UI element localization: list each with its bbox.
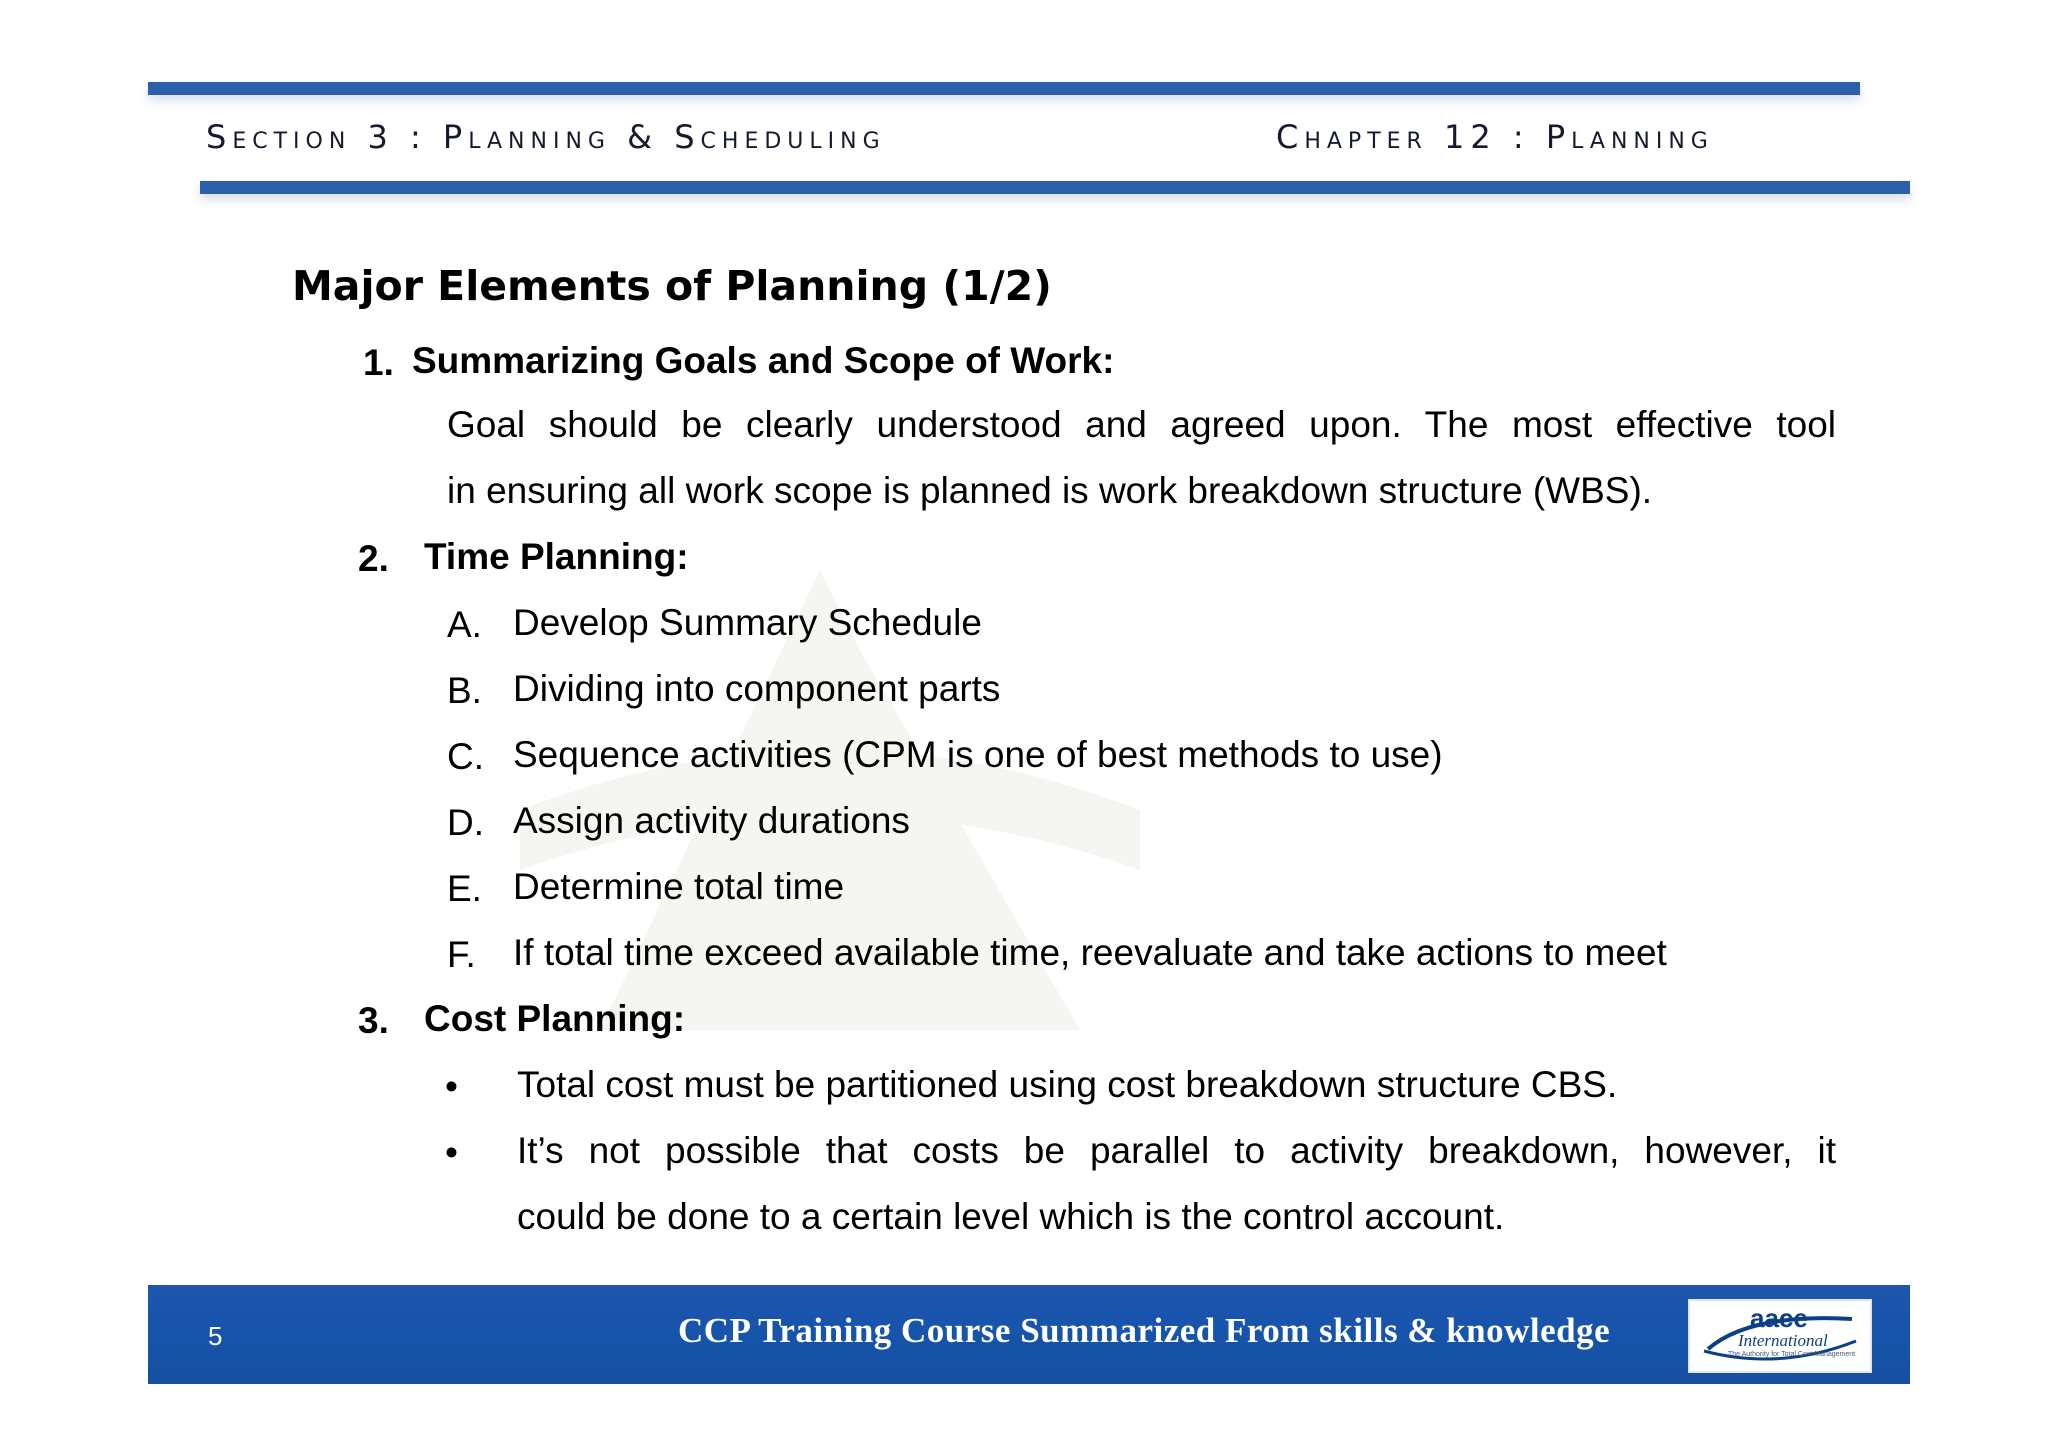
subitem-marker: F.: [447, 934, 476, 975]
subitem-text: Develop Summary Schedule: [513, 602, 982, 643]
footer-bar: [148, 1285, 1910, 1384]
subitem-marker: D.: [447, 802, 484, 843]
watermark-emblem-icon: [520, 510, 1140, 1070]
section-header: Section 3 : Planning & Scheduling: [206, 118, 886, 156]
slide-title: Major Elements of Planning (1/2): [292, 262, 1052, 310]
bullet-text: could be done to a certain level which is the control account.: [517, 1196, 1505, 1237]
subitem-text: Determine total time: [513, 866, 845, 907]
subitem-text: Sequence activities (CPM is one of best methods to use): [513, 734, 1443, 775]
item-3-heading: Cost Planning:: [424, 998, 686, 1039]
item-3-number: 3.: [358, 1000, 389, 1041]
logo-tagline: The Authority for Total Cost Management: [1728, 1351, 1856, 1358]
subitem-text: Dividing into component parts: [513, 668, 1001, 709]
subitem-marker: A.: [447, 604, 482, 645]
item-1-body-line-1: Goal should be clearly understood and agreed upon. The most effective tool: [447, 404, 1836, 445]
page-number: 5: [208, 1321, 223, 1351]
item-2-heading: Time Planning:: [424, 536, 689, 577]
footer-text: CCP Training Course Summarized From skills & knowledge: [678, 1311, 1611, 1350]
bullet-marker: •: [445, 1066, 458, 1107]
chapter-header: Chapter 12 : Planning: [1276, 118, 1714, 156]
aace-logo-icon: [1688, 1299, 1872, 1373]
logo-main-text: aace: [1750, 1303, 1808, 1333]
subitem-text: Assign activity durations: [513, 800, 910, 841]
subitem-text: If total time exceed available time, reevaluate and take actions to meet: [513, 932, 1667, 973]
subitem-marker: C.: [447, 736, 484, 777]
bullet-marker: •: [445, 1132, 458, 1173]
subitem-marker: B.: [447, 670, 482, 711]
item-1-number: 1.: [363, 342, 394, 383]
item-1-body-line-2: in ensuring all work scope is planned is work breakdown structure (WBS).: [447, 470, 1653, 511]
item-1-heading: Summarizing Goals and Scope of Work:: [412, 340, 1115, 381]
header-bottom-rule: [200, 181, 1910, 194]
subitem-marker: E.: [447, 868, 482, 909]
bullet-text: Total cost must be partitioned using cost breakdown structure CBS.: [517, 1064, 1618, 1105]
header-top-rule: [148, 82, 1860, 95]
bullet-text: It’s not possible that costs be parallel to activity breakdown, however, it: [517, 1130, 1836, 1171]
item-2-number: 2.: [358, 538, 389, 579]
logo-sub-text: International: [1738, 1331, 1828, 1350]
